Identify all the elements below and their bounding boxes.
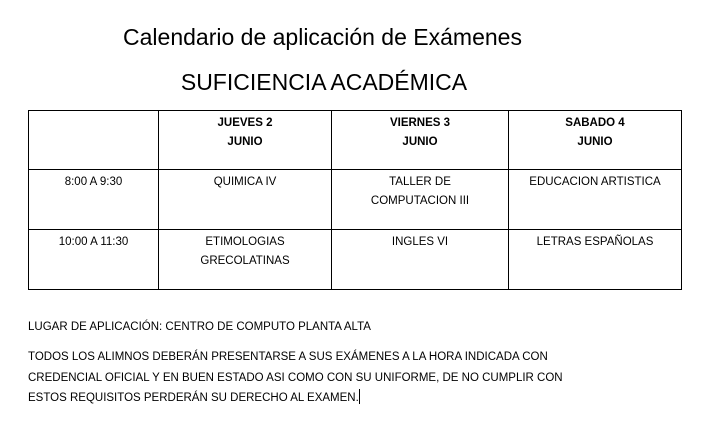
exam-cell	[509, 170, 682, 230]
header-month: JUNIO	[402, 136, 438, 148]
exam-subject: QUIMICA IV	[213, 176, 277, 188]
header-month: JUNIO	[577, 136, 613, 148]
exam-cell	[332, 170, 509, 230]
exam-subject: GRECOLATINAS	[200, 255, 290, 267]
exam-subject: EDUCACION ARTISTICA	[529, 176, 661, 188]
notice-line: CREDENCIAL OFICIAL Y EN BUEN ESTADO ASI COMO CON SU UNIFORME, DE NO CUMPLIR CON	[28, 371, 563, 384]
document-heading: Calendario de aplicación de Exámenes	[123, 24, 522, 50]
notice-line: TODOS LOS ALIMNOS DEBERÁN PRESENTARSE A SUS EXÁMENES A LA HORA INDICADA CON	[28, 351, 548, 363]
notice-line: ESTOS REQUISITOS PERDERÁN SU DERECHO AL EXAMEN.	[28, 392, 359, 404]
text-cursor	[359, 389, 360, 404]
header-day: VIERNES 3	[389, 117, 451, 129]
exam-subject: LETRAS ESPAÑOLAS	[536, 236, 654, 248]
header-month: JUNIO	[227, 136, 263, 148]
header-cell-friday	[332, 111, 509, 170]
exam-cell	[332, 230, 509, 290]
exam-schedule-table	[28, 110, 682, 290]
notice-line-last	[28, 388, 563, 409]
exam-subject: COMPUTACION III	[370, 195, 470, 207]
time-cell: 8:00 A 9:30	[29, 170, 159, 230]
exam-location: LUGAR DE APLICACIÓN: CENTRO DE COMPUTO PLANTA ALTA	[28, 321, 371, 333]
table-row	[29, 230, 682, 290]
exam-subject: ETIMOLOGIAS	[205, 236, 285, 248]
exam-cell	[509, 230, 682, 290]
exam-subject: TALLER DE	[389, 176, 451, 188]
document-subheading: SUFICIENCIA ACADÉMICA	[180, 69, 468, 95]
table-row	[29, 170, 682, 230]
header-day: SABADO 4	[565, 117, 625, 129]
exam-cell	[159, 170, 332, 230]
header-cell-empty	[29, 111, 159, 170]
exam-subject: INGLES VI	[391, 236, 449, 248]
header-cell-saturday	[509, 111, 682, 170]
header-cell-thursday	[159, 111, 332, 170]
table-header-row	[29, 111, 682, 170]
header-day: JUEVES 2	[217, 117, 273, 129]
time-cell: 10:00 A 11:30	[29, 230, 159, 290]
notice-paragraph	[28, 347, 563, 409]
exam-cell	[159, 230, 332, 290]
